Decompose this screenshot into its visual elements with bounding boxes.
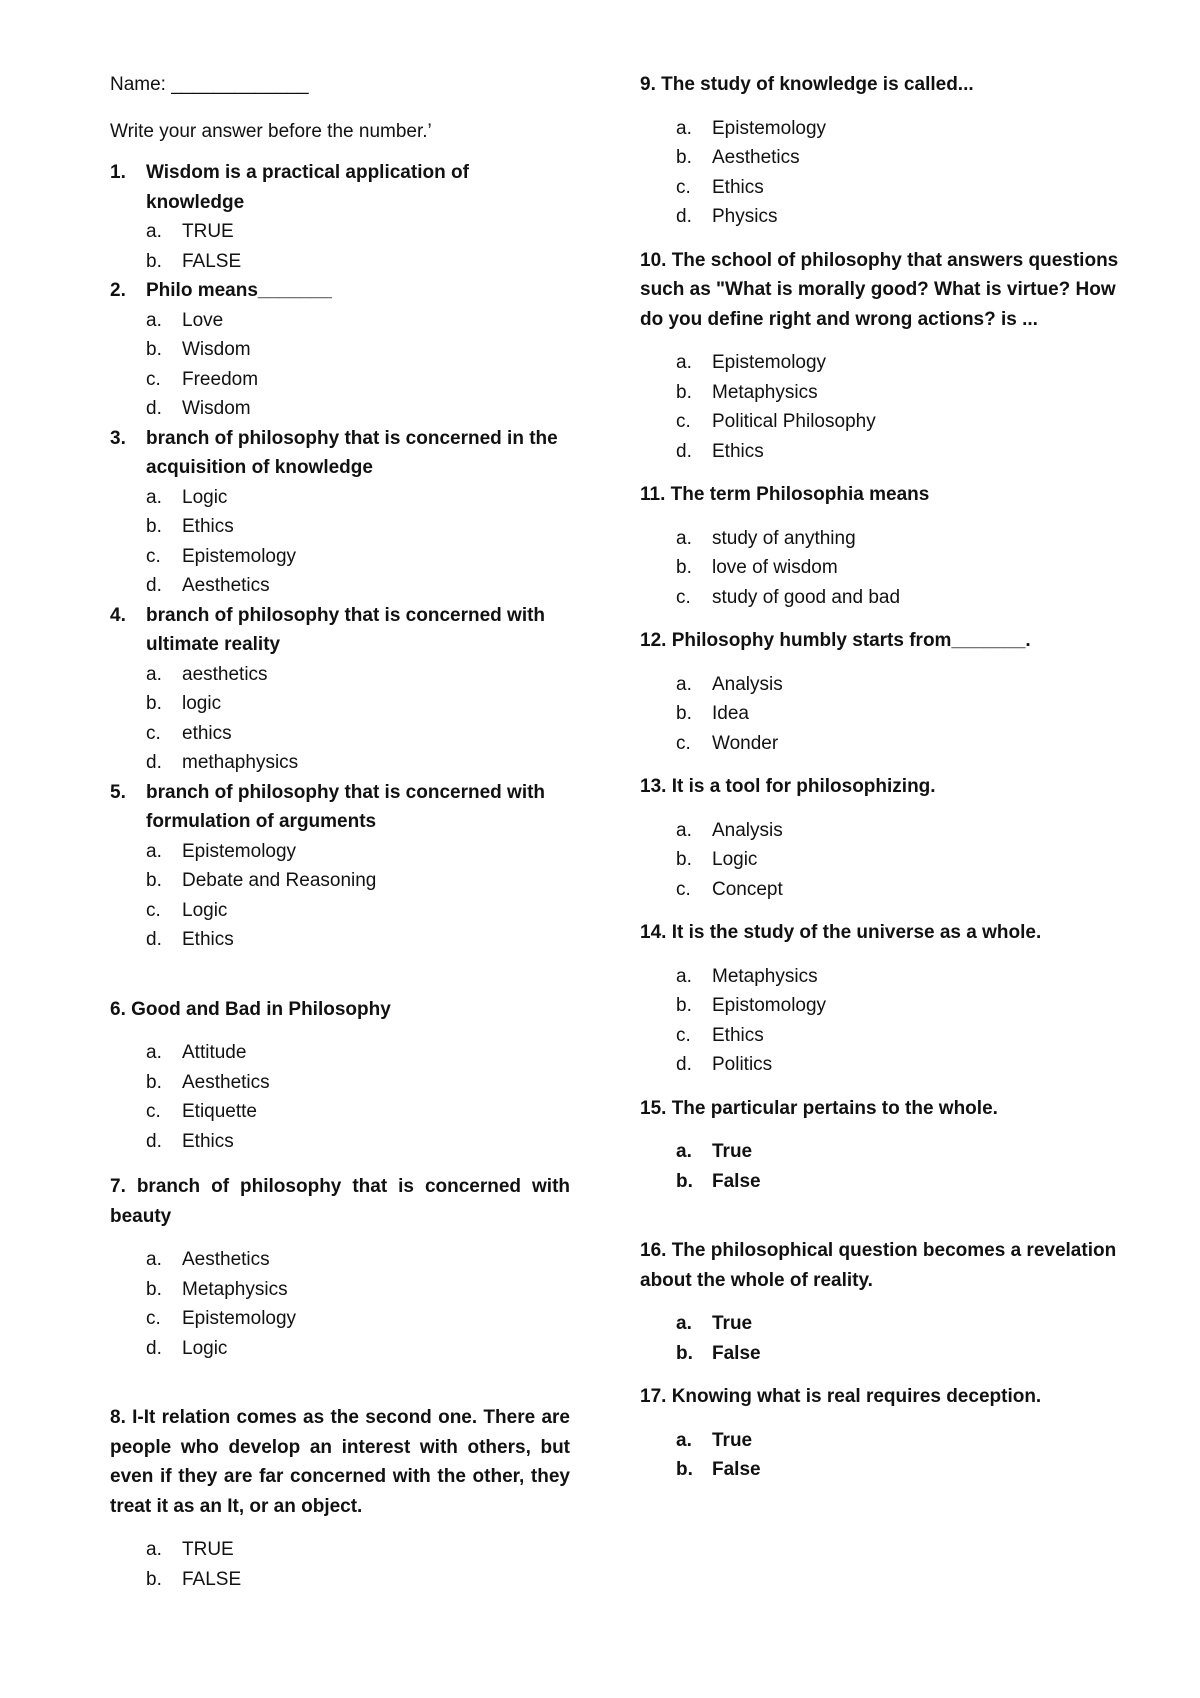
question-8 <box>110 1403 570 1594</box>
option: c. Etiquette <box>146 1101 257 1122</box>
option: a. Aesthetics <box>146 1249 270 1270</box>
question-text: branch of philosophy that is concerned with formulation of arguments <box>146 781 546 832</box>
question-text: branch of philosophy that is concerned with ultimate reality <box>146 604 546 655</box>
left-column <box>110 70 570 1594</box>
option: c. Ethics <box>676 176 764 198</box>
question-11 <box>640 480 1135 612</box>
option: b. False <box>676 1170 761 1192</box>
question-7 <box>110 1172 570 1363</box>
option: d. methaphysics <box>146 752 299 773</box>
option: a. study of anything <box>676 527 856 549</box>
option: a. True <box>676 1141 753 1162</box>
question-text: 14. It is the study of the universe as a whole. <box>640 922 1042 943</box>
option: d. Ethics <box>146 929 234 950</box>
question-12 <box>640 626 1135 758</box>
option: a. Epistemology <box>146 840 297 862</box>
question-text: 16. The philosophical question becomes a revelation about the whole of reality. <box>640 1240 1117 1291</box>
option: d. Ethics <box>146 1130 234 1152</box>
question-13 <box>640 772 1135 904</box>
option: d. Politics <box>676 1054 773 1075</box>
option: a. Epistemology <box>676 117 827 139</box>
option: b. Epistomology <box>676 995 827 1016</box>
question-text: 12. Philosophy humbly starts from_______. <box>640 630 1031 651</box>
option: d. Ethics <box>676 440 764 462</box>
option: a. aesthetics <box>146 663 268 685</box>
question-9 <box>640 70 1135 232</box>
option: b. FALSE <box>146 1568 242 1590</box>
question-4 <box>110 601 570 778</box>
option: b. Metaphysics <box>146 1278 288 1300</box>
question-2 <box>110 276 570 424</box>
question-3 <box>110 424 570 601</box>
option: c. Political Philosophy <box>676 411 876 432</box>
option: d. Wisdom <box>146 398 251 419</box>
option: b. False <box>676 1459 761 1480</box>
option: b. love of wisdom <box>676 557 838 578</box>
option: a. Epistemology <box>676 352 827 373</box>
question-16 <box>640 1236 1135 1368</box>
option: c. Freedom <box>146 368 259 390</box>
question-text: 7. branch of philosophy that is concerned with beauty <box>110 1176 570 1227</box>
option: c. Ethics <box>676 1024 764 1046</box>
question-text: 13. It is a tool for philosophizing. <box>640 776 936 797</box>
option: b. Logic <box>676 849 758 870</box>
right-column <box>640 70 1135 1485</box>
option: b. Ethics <box>146 516 234 537</box>
question-17 <box>640 1382 1135 1485</box>
option: b. Debate and Reasoning <box>146 870 377 891</box>
option: d. Aesthetics <box>146 575 270 596</box>
option: b. False <box>676 1342 761 1364</box>
option: b. Aesthetics <box>676 147 800 168</box>
option: a. Analysis <box>676 673 783 695</box>
option: a. Analysis <box>676 819 783 841</box>
option: b. Metaphysics <box>676 381 818 403</box>
question-15 <box>640 1094 1135 1197</box>
question-10 <box>640 246 1135 467</box>
question-14 <box>640 918 1135 1080</box>
question-text: branch of philosophy that is concerned in the acquisition of knowledge <box>146 427 558 478</box>
option: c. Epistemology <box>146 1308 297 1329</box>
question-number: 1. <box>110 162 126 183</box>
question-text: 11. The term Philosophia means <box>640 484 930 505</box>
option: c. ethics <box>146 722 232 744</box>
option: b. Wisdom <box>146 339 251 360</box>
option: a. Love <box>146 309 224 331</box>
name-field-label: Name: _____________ <box>110 74 309 95</box>
option: c. Wonder <box>676 732 779 754</box>
option: c. study of good and bad <box>676 586 901 608</box>
option: c. Concept <box>676 878 783 900</box>
option: a. True <box>676 1313 753 1334</box>
question-text: 17. Knowing what is real requires deception. <box>640 1386 1042 1407</box>
question-text: 8. I-It relation comes as the second one. There are people who develop an interest with others, but even if they are far concerned with the other, they treat it as an It, or an object. <box>110 1407 570 1517</box>
option: b. logic <box>146 693 222 714</box>
question-text: 6. Good and Bad in Philosophy <box>110 998 391 1020</box>
question-6 <box>110 995 570 1157</box>
question-number: 2. <box>110 280 126 301</box>
option: b. FALSE <box>146 250 242 272</box>
question-text: 15. The particular pertains to the whole. <box>640 1097 998 1119</box>
instructions: Write your answer before the number.’ <box>110 120 432 142</box>
question-number: 5. <box>110 781 126 803</box>
question-5 <box>110 778 570 955</box>
question-number: 4. <box>110 604 126 626</box>
option: c. Logic <box>146 899 228 921</box>
option: d. Logic <box>146 1337 228 1359</box>
option: a. Logic <box>146 486 228 508</box>
option: a. True <box>676 1429 753 1451</box>
question-text: 10. The school of philosophy that answers questions such as "What is morally good? What is virtue? How do you define right and wrong actions? is ... <box>640 249 1119 330</box>
question-text: Philo means_______ <box>146 280 332 301</box>
option: a. Attitude <box>146 1042 247 1063</box>
option: b. Aesthetics <box>146 1071 270 1093</box>
question-text: Wisdom is a practical application of knowledge <box>146 162 469 213</box>
option: b. Idea <box>676 703 749 724</box>
option: c. Epistemology <box>146 545 297 567</box>
option: d. Physics <box>676 206 778 227</box>
question-number: 3. <box>110 427 126 449</box>
question-text: 9. The study of knowledge is called... <box>640 74 974 95</box>
option: a. TRUE <box>146 1539 234 1560</box>
question-1 <box>110 158 570 276</box>
option: a. Metaphysics <box>676 965 818 987</box>
option: a. TRUE <box>146 221 234 242</box>
